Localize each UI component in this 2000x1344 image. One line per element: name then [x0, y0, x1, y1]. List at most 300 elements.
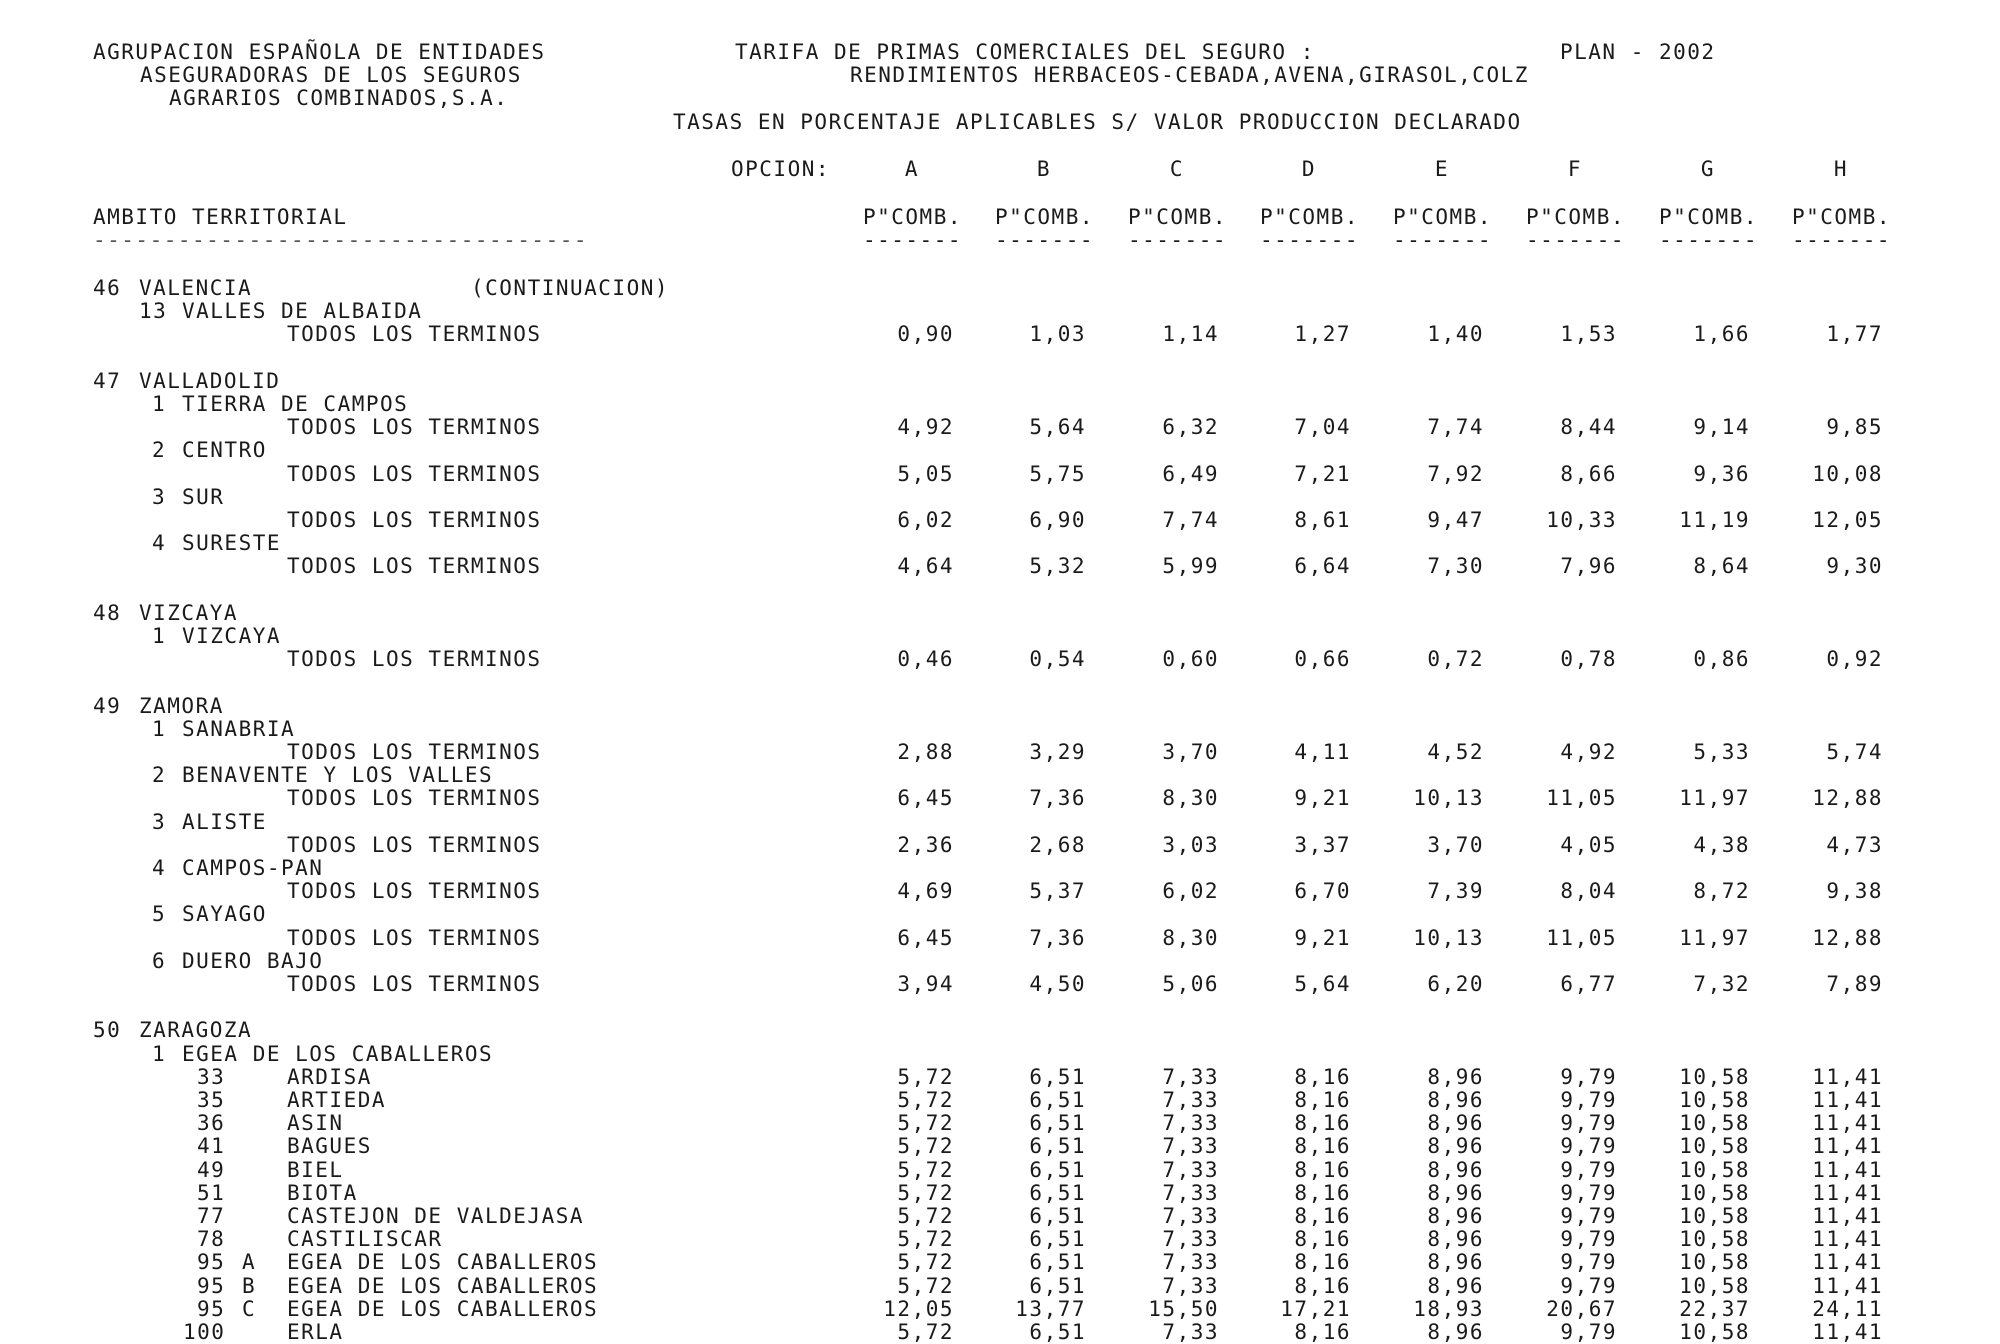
rate-value: 12,05 [1812, 508, 1883, 532]
region-name: CAMPOS-PAN [182, 856, 324, 880]
rate-value: 7,96 [1560, 554, 1617, 579]
rate-value: 5,72 [897, 1088, 954, 1112]
rate-value: 6,51 [1029, 1227, 1086, 1252]
province-code: 46 [93, 276, 122, 300]
rate-value: 5,64 [1029, 415, 1086, 440]
rate-value: 7,33 [1162, 1227, 1219, 1252]
rate-value: 24,11 [1812, 1296, 1883, 1321]
rate-value: 0,72 [1427, 647, 1484, 672]
rate-value: 10,33 [1546, 508, 1617, 532]
rate-value: 3,70 [1162, 740, 1219, 764]
term-name: ERLA [287, 1320, 344, 1344]
rate-value: 7,21 [1294, 461, 1351, 486]
rate-value: 10,13 [1413, 786, 1484, 811]
rate-value: 5,72 [897, 1227, 954, 1252]
option-letter: A [904, 157, 920, 181]
rate-value: 9,79 [1560, 1227, 1617, 1252]
rate-value: 4,69 [897, 879, 954, 904]
rate-value: 6,51 [1029, 1111, 1086, 1136]
region-name: DUERO BAJO [182, 948, 324, 973]
municipality-code: 78 [197, 1227, 226, 1252]
rate-value: 7,33 [1162, 1157, 1219, 1182]
column-header: P"COMB. [862, 205, 962, 229]
rate-value: 8,96 [1427, 1180, 1484, 1205]
column-header-rule: ------- [1259, 228, 1359, 252]
rate-value: 6,51 [1029, 1320, 1086, 1344]
region-name: TIERRA DE CAMPOS [182, 392, 409, 416]
rate-value: 2,36 [897, 832, 954, 857]
region-name: SAYAGO [182, 902, 267, 927]
rate-value: 5,06 [1162, 972, 1219, 996]
term-name: TODOS LOS TERMINOS [287, 508, 542, 532]
option-letter: G [1700, 157, 1716, 181]
province-name: VALENCIA [139, 276, 253, 300]
rate-value: 5,72 [897, 1250, 954, 1275]
term-name: TODOS LOS TERMINOS [287, 786, 542, 811]
rate-value: 11,41 [1812, 1088, 1883, 1112]
rate-value: 4,92 [1560, 740, 1617, 764]
rate-value: 18,93 [1413, 1296, 1484, 1321]
term-name: TODOS LOS TERMINOS [287, 322, 542, 347]
rate-value: 9,79 [1560, 1064, 1617, 1089]
rate-value: 7,32 [1693, 972, 1750, 996]
rate-value: 7,33 [1162, 1088, 1219, 1112]
rate-value: 11,97 [1679, 786, 1750, 811]
province-code: 49 [93, 693, 122, 718]
rate-value: 7,74 [1162, 508, 1219, 532]
rate-value: 11,19 [1679, 508, 1750, 532]
rate-value: 6,45 [897, 925, 954, 950]
rate-value: 7,36 [1029, 786, 1086, 811]
municipality-code: 35 [197, 1088, 226, 1112]
rate-value: 11,41 [1812, 1180, 1883, 1205]
org-name-line-2: ASEGURADORAS DE LOS SEGUROS [140, 63, 522, 87]
rate-value: 4,64 [897, 554, 954, 579]
option-letter: D [1301, 157, 1317, 181]
region-code: 3 [152, 809, 167, 834]
rate-value: 5,72 [897, 1204, 954, 1228]
rate-value: 9,79 [1560, 1134, 1617, 1159]
rate-value: 0,54 [1029, 647, 1086, 672]
term-name: TODOS LOS TERMINOS [287, 554, 542, 579]
rate-value: 8,96 [1427, 1250, 1484, 1275]
region-name: SURESTE [182, 531, 282, 556]
term-name: BAGUES [287, 1134, 372, 1159]
region-code: 4 [152, 856, 167, 880]
org-name-line-3: AGRARIOS COMBINADOS,S.A. [169, 86, 509, 110]
region-name: EGEA DE LOS CABALLEROS [182, 1041, 494, 1066]
rate-value: 7,33 [1162, 1180, 1219, 1205]
rate-value: 8,16 [1294, 1157, 1351, 1182]
rate-value: 7,33 [1162, 1134, 1219, 1159]
rate-value: 8,96 [1427, 1273, 1484, 1298]
rate-value: 8,96 [1427, 1064, 1484, 1089]
term-name: TODOS LOS TERMINOS [287, 925, 542, 950]
rate-value: 9,79 [1560, 1273, 1617, 1298]
rate-value: 0,60 [1162, 647, 1219, 672]
rate-value: 0,46 [897, 647, 954, 672]
rate-value: 10,58 [1679, 1273, 1750, 1298]
rate-value: 20,67 [1546, 1296, 1617, 1321]
option-letter: B [1036, 157, 1052, 181]
rate-value: 6,45 [897, 786, 954, 811]
column-header-rule: ------- [1658, 228, 1758, 252]
rate-value: 12,05 [883, 1296, 954, 1321]
rate-value: 6,02 [897, 508, 954, 532]
rate-value: 6,51 [1029, 1157, 1086, 1182]
rate-value: 5,99 [1162, 554, 1219, 579]
province-name: ZAMORA [139, 693, 224, 718]
rate-value: 6,51 [1029, 1250, 1086, 1275]
municipality-code: 49 [197, 1157, 226, 1182]
term-name: EGEA DE LOS CABALLEROS [287, 1296, 599, 1321]
rate-value: 1,14 [1162, 322, 1219, 347]
rate-value: 3,03 [1162, 832, 1219, 857]
option-letter: F [1567, 157, 1583, 181]
rate-value: 11,05 [1546, 925, 1617, 950]
region-code: 3 [152, 484, 167, 509]
rate-value: 5,72 [897, 1273, 954, 1298]
rate-value: 6,51 [1029, 1064, 1086, 1089]
rate-value: 9,38 [1826, 879, 1883, 904]
region-code: 5 [152, 902, 167, 927]
rate-value: 3,70 [1427, 832, 1484, 857]
rate-value: 7,39 [1427, 879, 1484, 904]
rate-value: 10,58 [1679, 1088, 1750, 1112]
rate-value: 5,72 [897, 1064, 954, 1089]
column-header: P"COMB. [1525, 205, 1625, 229]
rate-value: 11,05 [1546, 786, 1617, 811]
term-name: ASIN [287, 1111, 344, 1136]
municipality-code: 77 [197, 1204, 226, 1228]
rate-value: 5,72 [897, 1157, 954, 1182]
column-header: P"COMB. [1392, 205, 1492, 229]
rate-value: 0,78 [1560, 647, 1617, 672]
territory-header-rule: ----------------------------------- [93, 228, 589, 252]
region-code: 1 [152, 392, 167, 416]
rate-value: 5,32 [1029, 554, 1086, 579]
rate-value: 13,77 [1015, 1296, 1086, 1321]
rate-value: 7,89 [1826, 972, 1883, 996]
term-name: TODOS LOS TERMINOS [287, 879, 542, 904]
rate-value: 3,94 [897, 972, 954, 996]
rate-value: 10,58 [1679, 1250, 1750, 1275]
municipality-code: 36 [197, 1111, 226, 1136]
term-name: TODOS LOS TERMINOS [287, 832, 542, 857]
rate-value: 1,27 [1294, 322, 1351, 347]
municipality-code: 33 [197, 1064, 226, 1089]
column-header-rule: ------- [1392, 228, 1492, 252]
term-name: ARTIEDA [287, 1088, 387, 1112]
rate-value: 6,32 [1162, 415, 1219, 440]
rate-value: 6,49 [1162, 461, 1219, 486]
municipality-suffix: C [242, 1296, 257, 1321]
rate-value: 6,70 [1294, 879, 1351, 904]
rate-value: 8,96 [1427, 1088, 1484, 1112]
municipality-code: 51 [197, 1180, 226, 1205]
rate-value: 4,73 [1826, 832, 1883, 857]
rate-value: 11,41 [1812, 1134, 1883, 1159]
rate-value: 9,79 [1560, 1111, 1617, 1136]
rate-value: 11,41 [1812, 1250, 1883, 1275]
rate-value: 6,90 [1029, 508, 1086, 532]
rate-value: 5,75 [1029, 461, 1086, 486]
rate-value: 8,16 [1294, 1204, 1351, 1228]
rate-value: 10,58 [1679, 1157, 1750, 1182]
region-name: SANABRIA [182, 716, 296, 741]
rate-value: 8,66 [1560, 461, 1617, 486]
continuation-note: (CONTINUACION) [471, 276, 670, 300]
rate-value: 9,36 [1693, 461, 1750, 486]
province-name: VALLADOLID [139, 368, 281, 393]
rate-value: 11,41 [1812, 1204, 1883, 1228]
rate-value: 9,79 [1560, 1088, 1617, 1112]
rate-value: 4,92 [897, 415, 954, 440]
rate-value: 9,30 [1826, 554, 1883, 579]
rate-value: 9,21 [1294, 925, 1351, 950]
region-code: 2 [152, 763, 167, 788]
rate-value: 8,72 [1693, 879, 1750, 904]
rate-value: 8,96 [1427, 1227, 1484, 1252]
rate-value: 8,16 [1294, 1064, 1351, 1089]
rate-value: 7,36 [1029, 925, 1086, 950]
rates-description: TASAS EN PORCENTAJE APLICABLES S/ VALOR PRODUCCION DECLARADO [673, 110, 1522, 134]
rate-value: 9,79 [1560, 1320, 1617, 1344]
region-name: VIZCAYA [182, 624, 282, 648]
rate-value: 10,58 [1679, 1204, 1750, 1228]
rate-value: 7,33 [1162, 1273, 1219, 1298]
rate-value: 0,86 [1693, 647, 1750, 672]
rate-value: 9,14 [1693, 415, 1750, 440]
rate-value: 5,72 [897, 1180, 954, 1205]
rate-value: 2,88 [897, 740, 954, 764]
rate-value: 8,16 [1294, 1111, 1351, 1136]
rate-value: 7,33 [1162, 1204, 1219, 1228]
region-code: 1 [152, 624, 167, 648]
rate-value: 8,96 [1427, 1111, 1484, 1136]
rate-value: 6,51 [1029, 1273, 1086, 1298]
region-code: 1 [152, 1041, 167, 1066]
term-name: BIOTA [287, 1180, 358, 1205]
column-header-rule: ------- [1127, 228, 1227, 252]
column-header-rule: ------- [862, 228, 962, 252]
term-name: TODOS LOS TERMINOS [287, 647, 542, 672]
rate-value: 5,72 [897, 1111, 954, 1136]
rate-value: 17,21 [1280, 1296, 1351, 1321]
rate-value: 8,16 [1294, 1227, 1351, 1252]
rate-value: 9,79 [1560, 1180, 1617, 1205]
rate-value: 8,96 [1427, 1204, 1484, 1228]
rate-value: 15,50 [1148, 1296, 1219, 1321]
municipality-suffix: A [242, 1250, 257, 1275]
rate-value: 10,58 [1679, 1064, 1750, 1089]
region-code: 2 [152, 438, 167, 463]
rate-value: 2,68 [1029, 832, 1086, 857]
rate-value: 7,74 [1427, 415, 1484, 440]
rate-value: 10,58 [1679, 1111, 1750, 1136]
rate-value: 8,30 [1162, 925, 1219, 950]
rate-value: 8,44 [1560, 415, 1617, 440]
rate-value: 7,33 [1162, 1111, 1219, 1136]
region-name: VALLES DE ALBAIDA [182, 299, 423, 324]
column-header: P"COMB. [994, 205, 1094, 229]
rate-value: 22,37 [1679, 1296, 1750, 1321]
rate-value: 3,29 [1029, 740, 1086, 764]
rate-value: 8,96 [1427, 1134, 1484, 1159]
rate-value: 8,04 [1560, 879, 1617, 904]
municipality-code: 95 [197, 1250, 226, 1275]
option-letter: H [1833, 157, 1849, 181]
rate-value: 7,04 [1294, 415, 1351, 440]
municipality-code: 100 [183, 1320, 226, 1344]
rate-value: 9,79 [1560, 1157, 1617, 1182]
rate-value: 9,47 [1427, 508, 1484, 532]
rate-value: 0,66 [1294, 647, 1351, 672]
rate-value: 5,64 [1294, 972, 1351, 996]
column-header: P"COMB. [1791, 205, 1891, 229]
rate-value: 8,96 [1427, 1320, 1484, 1344]
rate-value: 4,52 [1427, 740, 1484, 764]
term-name: BIEL [287, 1157, 344, 1182]
rate-value: 7,33 [1162, 1320, 1219, 1344]
rate-value: 6,51 [1029, 1204, 1086, 1228]
rate-value: 8,30 [1162, 786, 1219, 811]
rate-value: 0,92 [1826, 647, 1883, 672]
rate-value: 10,58 [1679, 1180, 1750, 1205]
rate-value: 5,72 [897, 1134, 954, 1159]
rate-value: 10,08 [1812, 461, 1883, 486]
rate-value: 6,02 [1162, 879, 1219, 904]
column-header-rule: ------- [994, 228, 1094, 252]
org-name-line-1: AGRUPACION ESPAÑOLA DE ENTIDADES [93, 40, 546, 64]
region-name: CENTRO [182, 438, 267, 463]
rate-value: 7,33 [1162, 1250, 1219, 1275]
rate-value: 1,77 [1826, 322, 1883, 347]
rate-value: 7,33 [1162, 1064, 1219, 1089]
rate-value: 5,72 [897, 1320, 954, 1344]
rate-value: 11,97 [1679, 925, 1750, 950]
term-name: TODOS LOS TERMINOS [287, 461, 542, 486]
rate-value: 11,41 [1812, 1064, 1883, 1089]
term-name: CASTILISCAR [287, 1227, 443, 1252]
rate-value: 8,16 [1294, 1250, 1351, 1275]
rate-value: 6,51 [1029, 1134, 1086, 1159]
rate-value: 11,41 [1812, 1227, 1883, 1252]
rate-value: 6,51 [1029, 1088, 1086, 1112]
rate-value: 5,33 [1693, 740, 1750, 764]
municipality-code: 95 [197, 1273, 226, 1298]
region-code: 13 [139, 299, 168, 324]
column-header: P"COMB. [1658, 205, 1758, 229]
rate-value: 5,74 [1826, 740, 1883, 764]
province-code: 47 [93, 368, 122, 393]
rate-value: 10,13 [1413, 925, 1484, 950]
province-code: 48 [93, 600, 122, 625]
rate-value: 3,37 [1294, 832, 1351, 857]
rate-value: 6,64 [1294, 554, 1351, 579]
rate-value: 1,40 [1427, 322, 1484, 347]
column-header-rule: ------- [1525, 228, 1625, 252]
rate-value: 8,64 [1693, 554, 1750, 579]
rate-value: 11,41 [1812, 1157, 1883, 1182]
term-name: TODOS LOS TERMINOS [287, 972, 542, 996]
municipality-code: 41 [197, 1134, 226, 1159]
option-letter: C [1169, 157, 1185, 181]
column-header: P"COMB. [1127, 205, 1227, 229]
municipality-code: 95 [197, 1296, 226, 1321]
rate-value: 7,30 [1427, 554, 1484, 579]
rate-value: 1,66 [1693, 322, 1750, 347]
rate-value: 8,16 [1294, 1088, 1351, 1112]
region-code: 6 [152, 948, 167, 973]
rate-value: 9,79 [1560, 1204, 1617, 1228]
rate-value: 10,58 [1679, 1227, 1750, 1252]
rate-value: 6,51 [1029, 1180, 1086, 1205]
term-name: EGEA DE LOS CABALLEROS [287, 1250, 599, 1275]
rate-value: 0,90 [897, 322, 954, 347]
province-name: ZARAGOZA [139, 1018, 253, 1043]
term-name: ARDISA [287, 1064, 372, 1089]
column-header-rule: ------- [1791, 228, 1891, 252]
region-name: SUR [182, 484, 225, 509]
term-name: TODOS LOS TERMINOS [287, 415, 542, 440]
region-code: 1 [152, 716, 167, 741]
region-code: 4 [152, 531, 167, 556]
tariff-title: TARIFA DE PRIMAS COMERCIALES DEL SEGURO : [735, 40, 1315, 64]
region-name: ALISTE [182, 809, 267, 834]
option-letter: E [1434, 157, 1450, 181]
province-name: VIZCAYA [139, 600, 239, 625]
rate-value: 10,58 [1679, 1134, 1750, 1159]
rate-value: 9,85 [1826, 415, 1883, 440]
rate-value: 11,41 [1812, 1320, 1883, 1344]
rate-value: 5,05 [897, 461, 954, 486]
rate-value: 4,11 [1294, 740, 1351, 764]
rate-value: 12,88 [1812, 786, 1883, 811]
rate-value: 11,41 [1812, 1111, 1883, 1136]
rate-value: 9,21 [1294, 786, 1351, 811]
rate-value: 4,50 [1029, 972, 1086, 996]
rate-value: 8,16 [1294, 1134, 1351, 1159]
rate-value: 4,38 [1693, 832, 1750, 857]
column-header: P"COMB. [1259, 205, 1359, 229]
rate-value: 8,61 [1294, 508, 1351, 532]
rate-value: 1,53 [1560, 322, 1617, 347]
rate-value: 8,96 [1427, 1157, 1484, 1182]
tariff-subtitle: RENDIMIENTOS HERBACEOS-CEBADA,AVENA,GIRASOL,COLZ [850, 63, 1529, 87]
rate-value: 4,05 [1560, 832, 1617, 857]
rate-value: 7,92 [1427, 461, 1484, 486]
province-code: 50 [93, 1018, 122, 1043]
rate-value: 5,37 [1029, 879, 1086, 904]
term-name: EGEA DE LOS CABALLEROS [287, 1273, 599, 1298]
territory-header: AMBITO TERRITORIAL [93, 205, 348, 229]
rate-value: 8,16 [1294, 1180, 1351, 1205]
region-name: BENAVENTE Y LOS VALLES [182, 763, 494, 788]
rate-value: 8,16 [1294, 1273, 1351, 1298]
term-name: TODOS LOS TERMINOS [287, 740, 542, 764]
rate-value: 8,16 [1294, 1320, 1351, 1344]
term-name: CASTEJON DE VALDEJASA [287, 1204, 585, 1228]
option-label: OPCION: [731, 157, 831, 181]
rate-value: 6,77 [1560, 972, 1617, 996]
rate-value: 10,58 [1679, 1320, 1750, 1344]
municipality-suffix: B [242, 1273, 257, 1298]
rate-value: 12,88 [1812, 925, 1883, 950]
rate-value: 9,79 [1560, 1250, 1617, 1275]
rate-value: 6,20 [1427, 972, 1484, 996]
plan-year: PLAN - 2002 [1560, 40, 1716, 64]
